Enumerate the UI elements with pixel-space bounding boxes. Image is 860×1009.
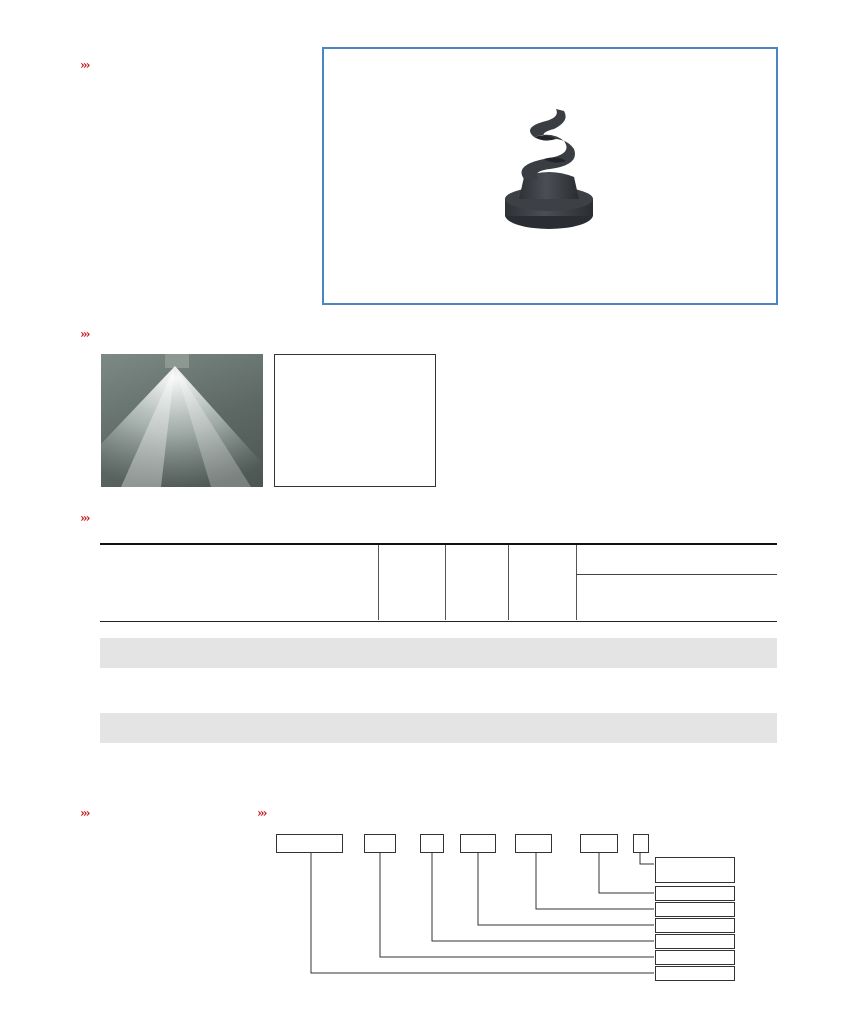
order-label-spray-shape <box>655 857 735 883</box>
performance-heading: ››› <box>80 511 89 525</box>
order-part-thread <box>364 834 396 853</box>
order-label-angle <box>655 902 735 917</box>
order-part-connection <box>420 834 444 853</box>
order-label-flow <box>655 886 735 901</box>
order-part-material <box>460 834 496 853</box>
order-label-thread <box>655 950 735 965</box>
order-part-angle <box>515 834 552 853</box>
features-heading: ››› <box>80 58 89 72</box>
applications-heading: ››› <box>80 806 89 820</box>
order-part-model <box>276 834 343 853</box>
order-label-material <box>655 918 735 933</box>
order-part-flow <box>580 834 618 853</box>
order-label-connection <box>655 934 735 949</box>
ordering-heading: ››› <box>257 806 266 820</box>
order-part-spray-shape <box>633 834 649 853</box>
spray-heading: ››› <box>80 327 89 341</box>
order-label-model <box>655 966 735 981</box>
